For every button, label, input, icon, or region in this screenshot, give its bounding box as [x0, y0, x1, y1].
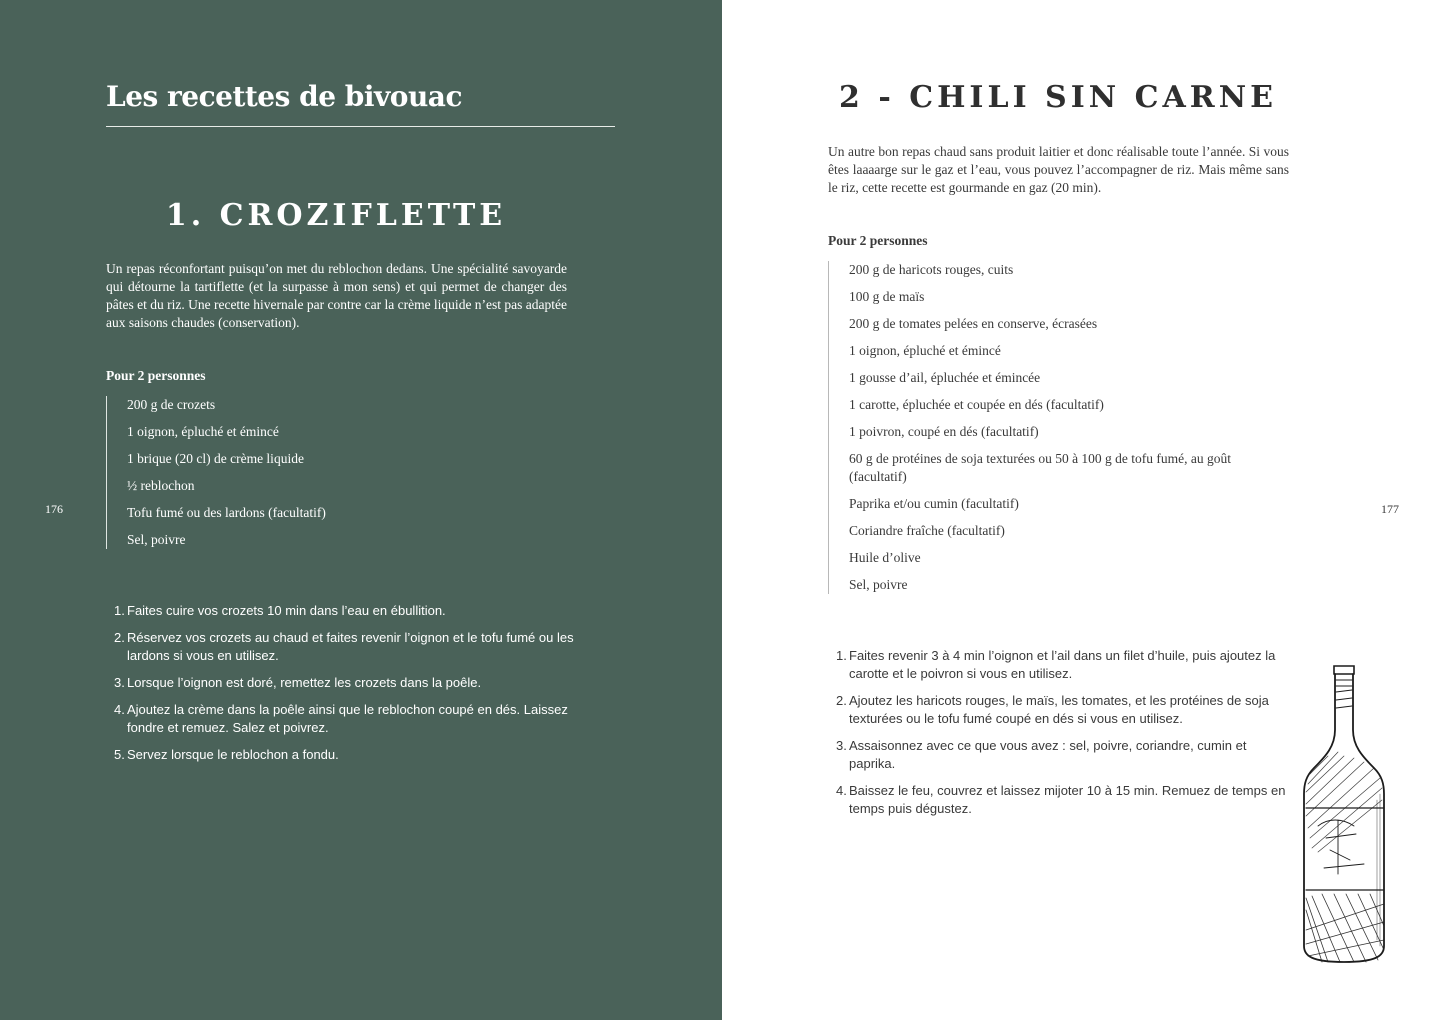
step-list: [114, 602, 574, 773]
step-item: [114, 701, 574, 737]
step-text: Servez lorsque le reblochon a fondu.: [127, 747, 339, 762]
ingredient-item: 200 g de haricots rouges, cuits: [849, 262, 1014, 277]
step-text: Baissez le feu, couvrez et laissez mijoter 10 à 15 min. Remuez de temps en temps puis dégustez.: [849, 783, 1286, 816]
page-number: 176: [45, 502, 63, 516]
ingredient-item: 1 oignon, épluché et émincé: [849, 343, 1001, 358]
step-text: Faites cuire vos crozets 10 min dans l’eau en ébullition.: [127, 603, 446, 618]
ingredient-item: Tofu fumé ou des lardons (facultatif): [127, 505, 326, 520]
recipe-title-chili: 2 - CHILI SIN CARNE: [839, 80, 1277, 115]
step-text: Ajoutez les haricots rouges, le maïs, les tomates, et les protéines de soja texturées ou le tofu fumé coupé en dés si vous en utilisez.: [849, 693, 1269, 726]
recipe-intro: Un autre bon repas chaud sans produit laitier et donc réalisable toute l’année. Si vous êtes laaaarge sur le gaz et l’eau, vous pouvez l’accompagner de riz. Mais même sans le riz, cette recette est gourmande en gaz (20 min).: [828, 144, 1289, 195]
left-page: [0, 0, 722, 1020]
step-number: 5.: [114, 747, 125, 762]
section-title-underline: [106, 126, 615, 127]
step-item: [836, 782, 1296, 818]
ingredient-item: Sel, poivre: [127, 532, 186, 547]
ingredient-item: 1 brique (20 cl) de crème liquide: [127, 451, 304, 466]
step-text: Lorsque l’oignon est doré, remettez les crozets dans la poêle.: [127, 675, 482, 690]
step-number: 1.: [114, 603, 125, 618]
wine-bottle-sketch-icon: [1298, 660, 1390, 972]
ingredient-item: 1 carotte, épluchée et coupée en dés (facultatif): [849, 397, 1104, 412]
step-text: Réservez vos crozets au chaud et faites revenir l’oignon et le tofu fumé ou les lardons si vous en utilisez.: [127, 630, 574, 663]
servings-label: Pour 2 personnes: [828, 233, 928, 248]
ingredient-item: 60 g de protéines de soja texturées ou 50 à 100 g de tofu fumé, au goût (facultatif): [849, 451, 1232, 484]
ingredient-item: 200 g de crozets: [127, 397, 216, 412]
recipe-intro: Un repas réconfortant puisqu’on met du reblochon dedans. Une spécialité savoyarde qui détourne la tartiflette (et la surpasse à mon sens) et qui permet de changer des pâtes et du riz. Une recette hivernale par contre car la crème liquide n’est pas adaptée aux saisons chaudes (conservation).: [106, 261, 568, 330]
servings-label: Pour 2 personnes: [106, 368, 206, 383]
step-number: 4.: [114, 702, 125, 717]
ingredient-list: [106, 396, 567, 549]
step-number: 4.: [836, 783, 847, 798]
step-number: 3.: [836, 738, 847, 753]
ingredient-item: Sel, poivre: [849, 577, 908, 592]
ingredient-item: Coriandre fraîche (facultatif): [849, 523, 1005, 538]
step-text: Ajoutez la crème dans la poêle ainsi que le reblochon coupé en dés. Laissez fondre et remuez. Salez et poivrez.: [127, 702, 568, 735]
ingredient-item: 200 g de tomates pelées en conserve, écrasées: [849, 316, 1098, 331]
step-list: [836, 647, 1296, 827]
step-number: 3.: [114, 675, 125, 690]
ingredient-item: 1 poivron, coupé en dés (facultatif): [849, 424, 1039, 439]
ingredient-item: 1 oignon, épluché et émincé: [127, 424, 279, 439]
ingredient-item: 1 gousse d’ail, épluchée et émincée: [849, 370, 1041, 385]
step-text: Assaisonnez avec ce que vous avez : sel, poivre, coriandre, cumin et paprika.: [849, 738, 1247, 771]
recipe-title-crozflette: 1. CROZIFLETTE: [165, 198, 507, 233]
ingredient-item: ½ reblochon: [127, 478, 195, 493]
step-item: [836, 647, 1296, 683]
step-number: 1.: [836, 648, 847, 663]
right-page: [722, 0, 1445, 1020]
step-item: [836, 737, 1296, 773]
step-item: [836, 692, 1296, 728]
step-number: 2.: [114, 630, 125, 645]
ingredient-item: Huile d’olive: [849, 550, 921, 565]
ingredient-item: Paprika et/ou cumin (facultatif): [849, 496, 1019, 511]
page-number: 177: [1381, 502, 1399, 516]
ingredient-item: 100 g de maïs: [849, 289, 925, 304]
step-item: [114, 674, 574, 692]
step-item: [114, 602, 574, 620]
step-text: Faites revenir 3 à 4 min l’oignon et l’ail dans un filet d’huile, puis ajoutez la carotte et le poivron si vous en utilisez.: [849, 648, 1276, 681]
step-number: 2.: [836, 693, 847, 708]
step-item: [114, 746, 574, 764]
step-item: [114, 629, 574, 665]
section-title: Les recettes de bivouac: [106, 80, 462, 113]
ingredient-list: [828, 261, 1289, 594]
